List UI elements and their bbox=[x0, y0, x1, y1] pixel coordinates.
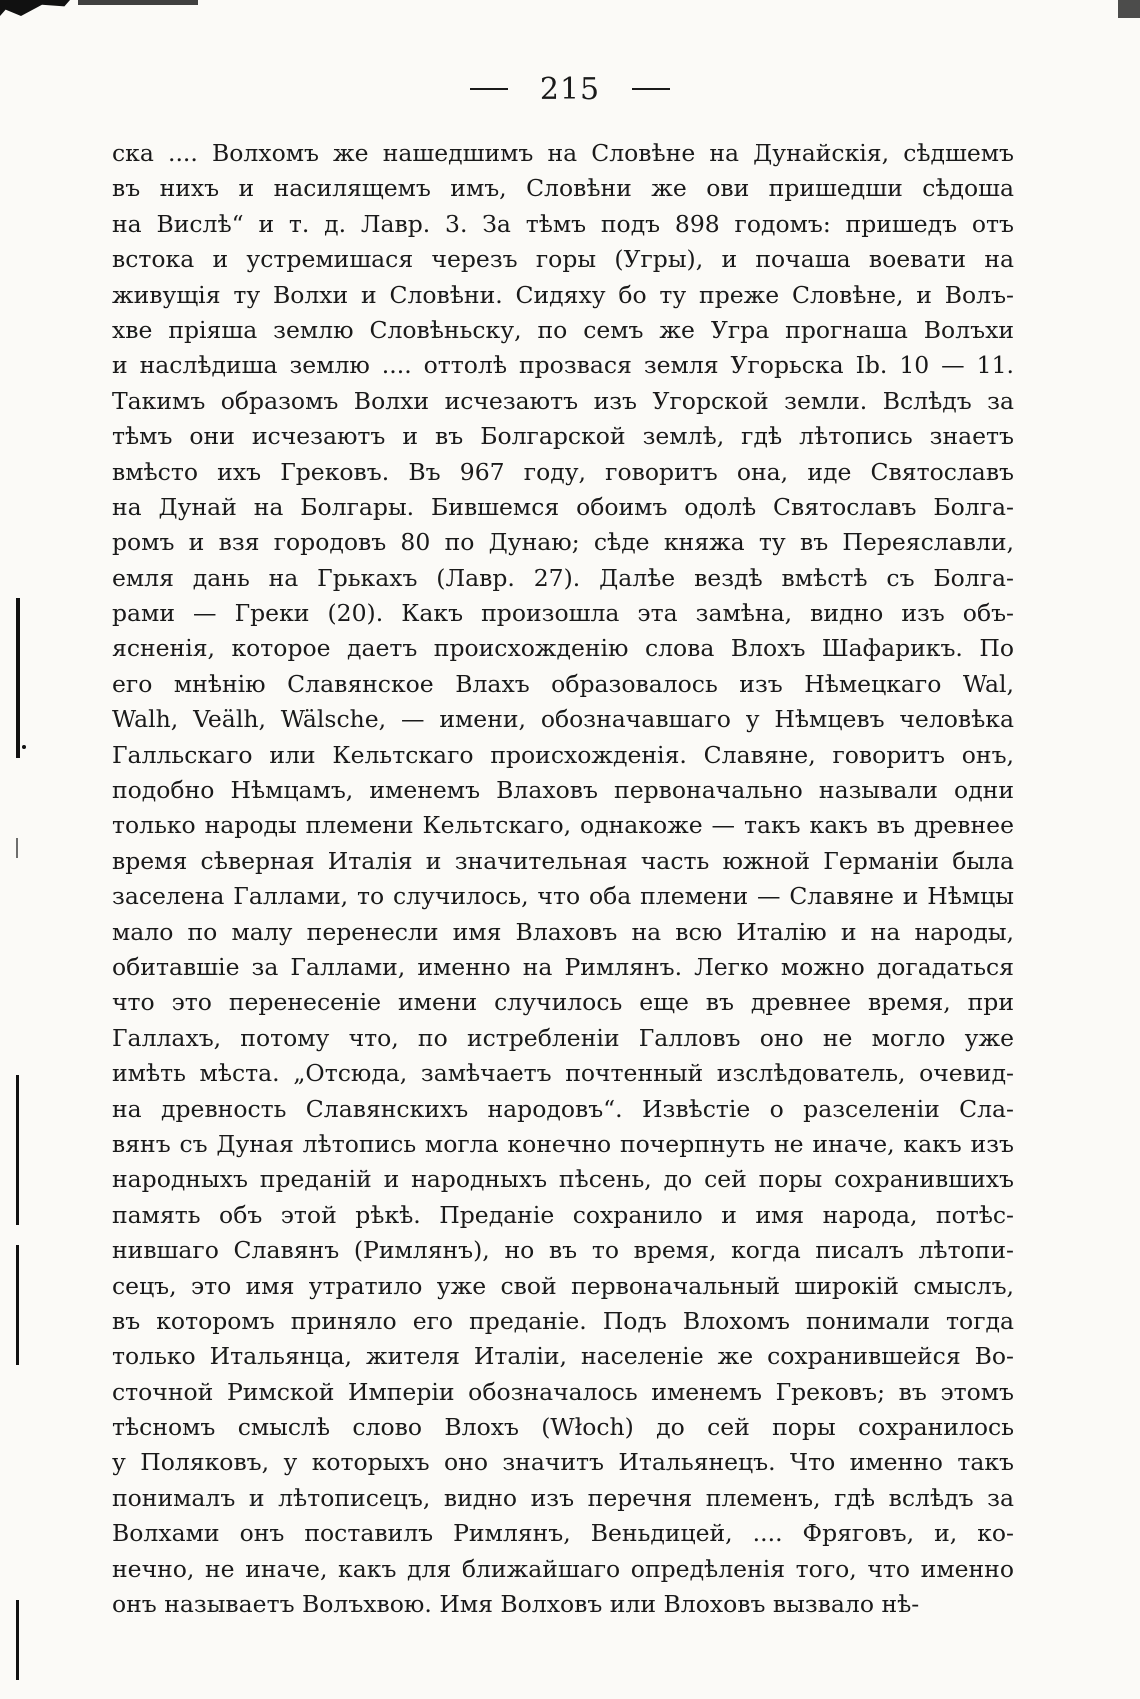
text-line: живущія ту Волхи и Словѣни. Сидяху бо ту преже Словѣне, и Волъ- bbox=[112, 280, 1014, 309]
scan-artifact-left-edge bbox=[16, 1600, 19, 1680]
text-line: мало по малу перенесли имя Влаховъ на всю Италію и на народы, bbox=[112, 917, 1014, 946]
text-line: что это перенесеніе имени случилось еще въ древнее время, при bbox=[112, 988, 1014, 1017]
page-number: 215 bbox=[539, 71, 601, 107]
text-line: его мнѣнію Славянское Влахъ образовалось изъ Нѣмецкаго Wal, bbox=[112, 669, 1014, 698]
scan-artifact-left-edge bbox=[16, 1075, 19, 1225]
text-line: ясненія, которое даетъ происхожденію слова Влохъ Шафарикъ. По bbox=[112, 634, 1014, 663]
text-line: вмѣсто ихъ Грековъ. Въ 967 году, говоритъ она, иде Святославъ bbox=[112, 457, 1014, 486]
text-line: тѣмъ они исчезаютъ и въ Болгарской землѣ, гдѣ лѣтопись знаетъ bbox=[112, 422, 1014, 451]
scan-artifact-left-edge bbox=[16, 598, 20, 758]
text-line: и наслѣдиша землю .... оттолѣ прозвася земля Угорьска Ib. 10 — 11. bbox=[112, 351, 1014, 380]
text-line: Walh, Veälh, Wälsche, — имени, обозначавшаго у Нѣмцевъ человѣка bbox=[112, 705, 1014, 734]
text-line: нившаго Славянъ (Римлянъ), но въ то время, когда писалъ лѣтопи- bbox=[112, 1236, 1014, 1265]
text-line: онъ называетъ Волъхвою. Имя Волховъ или Влоховъ вызвало нѣ- bbox=[112, 1590, 920, 1619]
text-line: память объ этой рѣкѣ. Преданіе сохранило и имя народа, потѣс- bbox=[112, 1200, 1014, 1229]
text-line: Галльскаго или Кельтскаго происхожденія. Славяне, говоритъ онъ, bbox=[112, 740, 1014, 769]
text-line: рами — Греки (20). Какъ произошла эта замѣна, видно изъ объ- bbox=[112, 599, 1014, 628]
text-line: Такимъ образомъ Волхи исчезаютъ изъ Угорской земли. Вслѣдъ за bbox=[112, 386, 1014, 415]
text-line: подобно Нѣмцамъ, именемъ Влаховъ первоначально называли одни bbox=[112, 776, 1014, 805]
text-line: на древность Славянскихъ народовъ“. Извѣстіе о разселеніи Сла- bbox=[112, 1094, 1014, 1123]
text-line: сточной Римской Имперіи обозначалось именемъ Грековъ; въ этомъ bbox=[112, 1377, 1014, 1406]
text-line: на Дунай на Болгары. Бившемся обоимъ одолѣ Святославъ Болга- bbox=[112, 492, 1014, 521]
text-line: у Поляковъ, у которыхъ оно значитъ Итальянецъ. Что именно такъ bbox=[112, 1448, 1014, 1477]
text-line: имѣть мѣста. „Отсюда, замѣчаетъ почтенный изслѣдователь, очевид- bbox=[112, 1059, 1014, 1088]
text-line: вянъ съ Дуная лѣтопись могла конечно почерпнуть не иначе, какъ изъ bbox=[112, 1129, 1014, 1158]
header-dash-right bbox=[632, 88, 670, 90]
page-header bbox=[0, 64, 1140, 114]
body-text bbox=[112, 136, 1014, 1622]
text-line: въ нихъ и насилящемъ имъ, Словѣни же ови пришедши сѣдоша bbox=[112, 174, 1014, 203]
scan-artifact-top-left bbox=[0, 0, 70, 16]
text-line: на Вислѣ“ и т. д. Лавр. 3. За тѣмъ подъ 898 годомъ: пришедъ отъ bbox=[112, 209, 1014, 238]
text-line: обитавшіе за Галлами, именно на Римлянъ. Легко можно догадаться bbox=[112, 952, 1014, 981]
text-line: Волхами онъ поставилъ Римлянъ, Веньдицей, .... Фряговъ, и, ко- bbox=[112, 1519, 1014, 1548]
text-line: ромъ и взя городовъ 80 по Дунаю; сѣде княжа ту въ Переяславли, bbox=[112, 528, 1014, 557]
scan-artifact-dot bbox=[22, 745, 26, 749]
text-line: Галлахъ, потому что, по истребленіи Галловъ оно не могло уже bbox=[112, 1023, 1014, 1052]
text-line: заселена Галлами, то случилось, что оба племени — Славяне и Нѣмцы bbox=[112, 882, 1014, 911]
scan-artifact-left-edge bbox=[16, 1245, 19, 1365]
text-line: понималъ и лѣтописецъ, видно изъ перечня племенъ, гдѣ вслѣдъ за bbox=[112, 1483, 1014, 1512]
text-line: нечно, не иначе, какъ для ближайшаго опредѣленія того, что именно bbox=[112, 1554, 1014, 1583]
scan-artifact-left-edge bbox=[16, 838, 18, 858]
text-line: тѣсномъ смыслѣ слово Влохъ (Włoch) до сей поры сохранилось bbox=[112, 1413, 1014, 1442]
text-line: только Итальянца, жителя Италіи, населеніе же сохранившейся Во- bbox=[112, 1342, 1014, 1371]
scan-artifact-top-right bbox=[1118, 0, 1140, 18]
header-dash-left bbox=[470, 88, 508, 90]
scan-artifact-top-edge bbox=[78, 0, 198, 5]
text-line: ска .... Волхомъ же нашедшимъ на Словѣне на Дунайскія, сѣдшемъ bbox=[112, 139, 1014, 167]
text-line: только народы племени Кельтскаго, однакоже — такъ какъ въ древнее bbox=[112, 811, 1014, 840]
text-line: сецъ, это имя утратило уже свой первоначальный широкій смыслъ, bbox=[112, 1271, 1014, 1300]
text-line: емля дань на Грькахъ (Лавр. 27). Далѣе вездѣ вмѣстѣ съ Болга- bbox=[112, 563, 1014, 592]
text-line: время сѣверная Италія и значительная часть южной Германіи была bbox=[112, 846, 1014, 875]
text-line: встока и устремишася черезъ горы (Угры), и почаша воевати на bbox=[112, 245, 1014, 274]
text-line: въ которомъ приняло его преданіе. Подъ Влохомъ понимали тогда bbox=[112, 1306, 1014, 1335]
text-line: хве пріяша землю Словѣньску, по семъ же Угра прогнаша Волъхи bbox=[112, 315, 1014, 344]
text-line: народныхъ преданій и народныхъ пѣсень, до сей поры сохранившихъ bbox=[112, 1165, 1014, 1194]
